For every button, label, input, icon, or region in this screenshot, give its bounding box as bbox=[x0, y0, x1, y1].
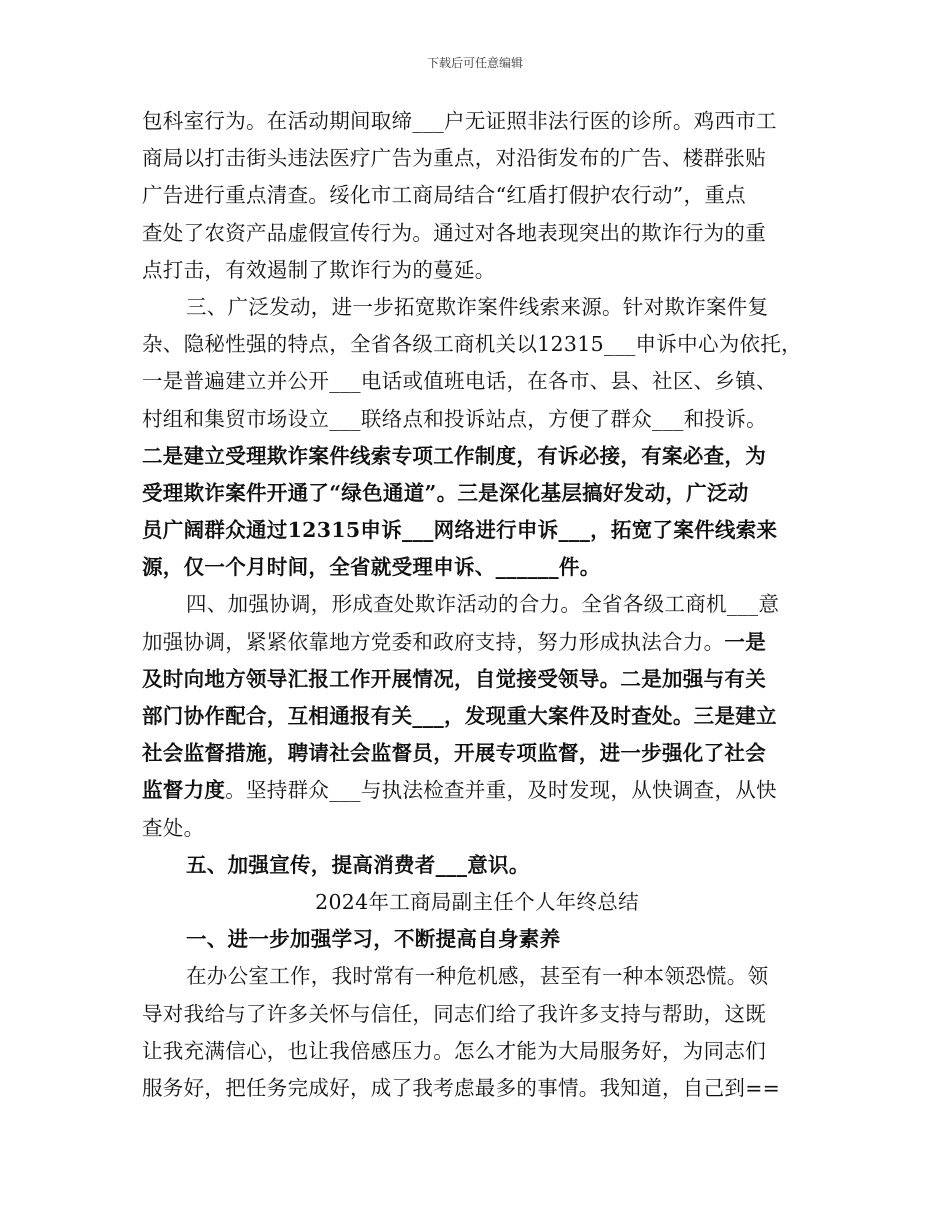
section-heading-1: 一、进一步加强学习，不断提高自身素养 bbox=[186, 927, 561, 952]
bold-text-span: 一是 bbox=[724, 629, 767, 654]
text-line: 包科室行为。在活动期间取缔___户无证照非法行医的诊所。鸡西市工 bbox=[142, 109, 777, 133]
document-title: 2024年工商局副主任个人年终总结 bbox=[315, 889, 639, 914]
bold-text-line: 受理欺诈案件开通了“绿色通道”。三是深化基层搞好发动，广泛动 bbox=[142, 480, 749, 505]
bold-text-line: 部门协作配合，互相通报有关___，发现重大案件及时查处。三是建立 bbox=[142, 704, 777, 728]
document-body bbox=[142, 103, 812, 1107]
text-line: 一是普遍建立并公开___电话或值班电话，在各市、县、社区、乡镇、 bbox=[142, 369, 777, 394]
bold-text-line: 社会监督措施，聘请社会监督员，开展专项监督，进一步强化了社会 bbox=[142, 741, 766, 766]
text-span: 加强协调，紧紧依靠地方党委和政府支持，努力形成执法合力。 bbox=[142, 629, 725, 654]
text-line: 查处了农资产品虚假宣传行为。通过对各地表现突出的欺诈行为的重 bbox=[142, 220, 766, 245]
text-line: 点打击，有效遏制了欺诈行为的蔓延。 bbox=[142, 257, 496, 282]
text-line: 服务好，把任务完成好，成了我考虑最多的事情。我知道，自己到== bbox=[142, 1075, 781, 1100]
bold-text-line: 二是建立受理欺诈案件线索专项工作制度，有诉必接，有案必查，为 bbox=[142, 443, 766, 468]
text-span: 四、加强协调，形成查处欺诈活动的合力。全省各级工商机___意 bbox=[186, 592, 780, 617]
text-line: 村组和集贸市场设立___联络点和投诉站点，方便了群众___和投诉。 bbox=[142, 406, 767, 431]
bold-text-line: 员广阔群众通过12315申诉___网络进行申诉___，拓宽了案件线索来 bbox=[142, 518, 778, 543]
text-line: 商局以打击街头违法医疗广告为重点，对沿街发布的广告、楼群张贴 bbox=[142, 146, 766, 171]
section-heading-5: 五、加强宣传，提高消费者___意识。 bbox=[186, 852, 530, 877]
text-span: 。坚持群众___与执法检查并重，及时发现，从快调查，从快 bbox=[225, 778, 777, 803]
text-line: 广告进行重点清查。绥化市工商局结合“红盾打假护农行动”，重点 bbox=[142, 183, 746, 208]
text-line bbox=[142, 624, 812, 661]
text-line: 在办公室工作，我时常有一种危机感，甚至有一种本领恐慌。领 bbox=[186, 964, 769, 989]
text-line: 导对我给与了许多关怀与信任，同志们给了我许多支持与帮助，这既 bbox=[142, 1001, 766, 1026]
bold-text-line: 及时向地方领导汇报工作开展情况，自觉接受领导。二是加强与有关 bbox=[142, 666, 766, 691]
page-header-note: 下载后可任意编辑 bbox=[426, 56, 523, 70]
section-heading-4 bbox=[142, 586, 812, 623]
bold-text-line: 源，仅一个月时间，全省就受理申诉、______件。 bbox=[142, 555, 601, 580]
bold-text-span: 监督力度 bbox=[142, 778, 226, 803]
text-line bbox=[142, 772, 812, 809]
text-line: 杂、隐秘性强的特点，全省各级工商机关以12315___申诉中心为依托， bbox=[142, 332, 802, 357]
text-line: 让我充满信心，也让我倍感压力。怎么才能为大局服务好，为同志们 bbox=[142, 1038, 766, 1063]
section-heading-3: 三、广泛发动，进一步拓宽欺诈案件线索来源。针对欺诈案件复 bbox=[186, 294, 769, 319]
text-line: 查处。 bbox=[142, 815, 205, 840]
